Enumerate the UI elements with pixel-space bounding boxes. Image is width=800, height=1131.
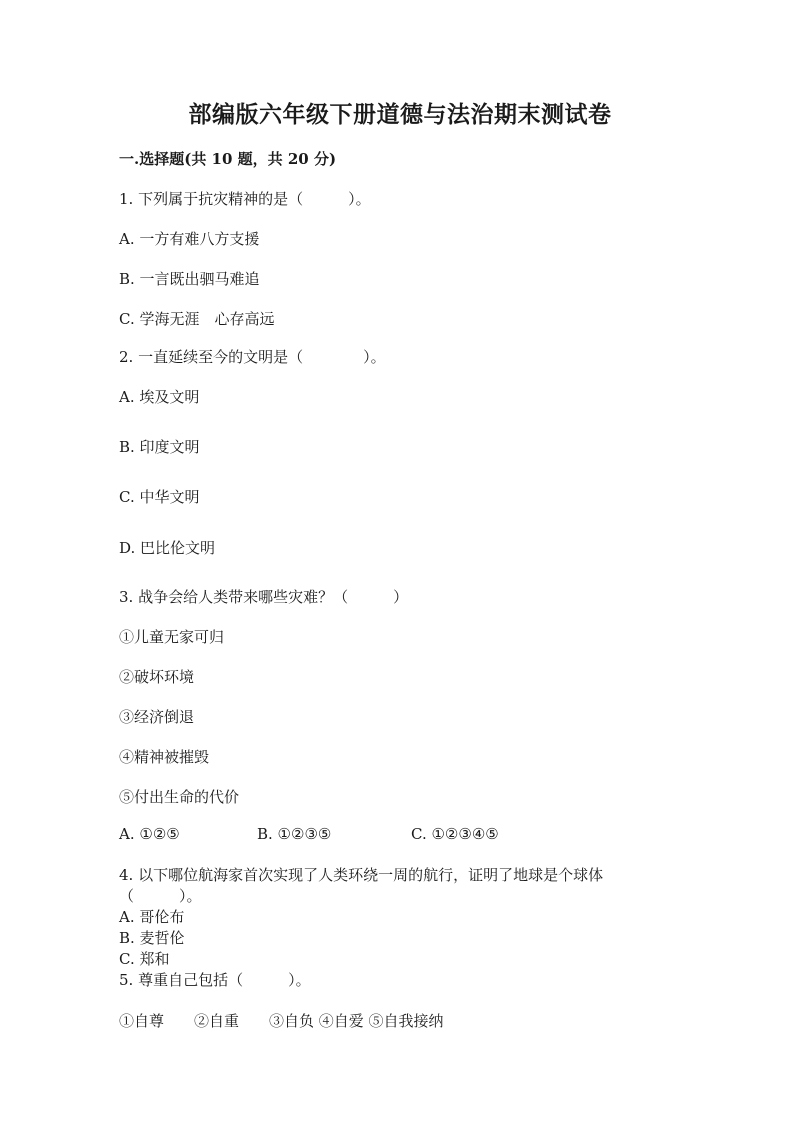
q1-option-c: C. 学海无涯 心存高远 bbox=[119, 310, 275, 328]
q1-option-a: A. 一方有难八方支援 bbox=[119, 230, 260, 248]
q5-items: ①自尊 ②自重 ③自负 ④自爱 ⑤自我接纳 bbox=[119, 1012, 444, 1030]
q1-stem: 1. 下列属于抗灾精神的是（ ）。 bbox=[119, 190, 371, 208]
q4-option-a: A. 哥伦布 bbox=[119, 908, 185, 926]
q3-stem: 3. 战争会给人类带来哪些灾难？（ ） bbox=[119, 588, 409, 606]
q2-option-b: B. 印度文明 bbox=[119, 438, 200, 456]
q2-option-a: A. 埃及文明 bbox=[119, 388, 200, 406]
q2-option-d: D. 巴比伦文明 bbox=[119, 539, 216, 557]
q3-item-2: ②破坏环境 bbox=[119, 668, 195, 686]
q3-item-3: ③经济倒退 bbox=[119, 708, 195, 726]
q4-stem-line2: （ ）。 bbox=[119, 887, 202, 905]
q3-option-a: A. ①②⑤ bbox=[119, 825, 180, 843]
q4-option-c: C. 郑和 bbox=[119, 950, 170, 968]
exam-title: 部编版六年级下册道德与法治期末测试卷 bbox=[188, 101, 612, 128]
q2-stem: 2. 一直延续至今的文明是（ ）。 bbox=[119, 348, 386, 366]
q1-option-b: B. 一言既出驷马难追 bbox=[119, 270, 260, 288]
q3-option-c: C. ①②③④⑤ bbox=[411, 825, 499, 843]
section-heading: 一.选择题(共 10 题，共 20 分) bbox=[119, 150, 337, 168]
q3-item-1: ①儿童无家可归 bbox=[119, 628, 225, 646]
q3-item-5: ⑤付出生命的代价 bbox=[119, 788, 240, 806]
q3-item-4: ④精神被摧毁 bbox=[119, 748, 210, 766]
q5-stem: 5. 尊重自己包括（ ）。 bbox=[119, 971, 311, 989]
q4-stem-line1: 4. 以下哪位航海家首次实现了人类环绕一周的航行，证明了地球是个球体 bbox=[119, 866, 604, 884]
q4-option-b: B. 麦哲伦 bbox=[119, 929, 185, 947]
q3-option-b: B. ①②③⑤ bbox=[257, 825, 332, 843]
q2-option-c: C. 中华文明 bbox=[119, 488, 200, 506]
